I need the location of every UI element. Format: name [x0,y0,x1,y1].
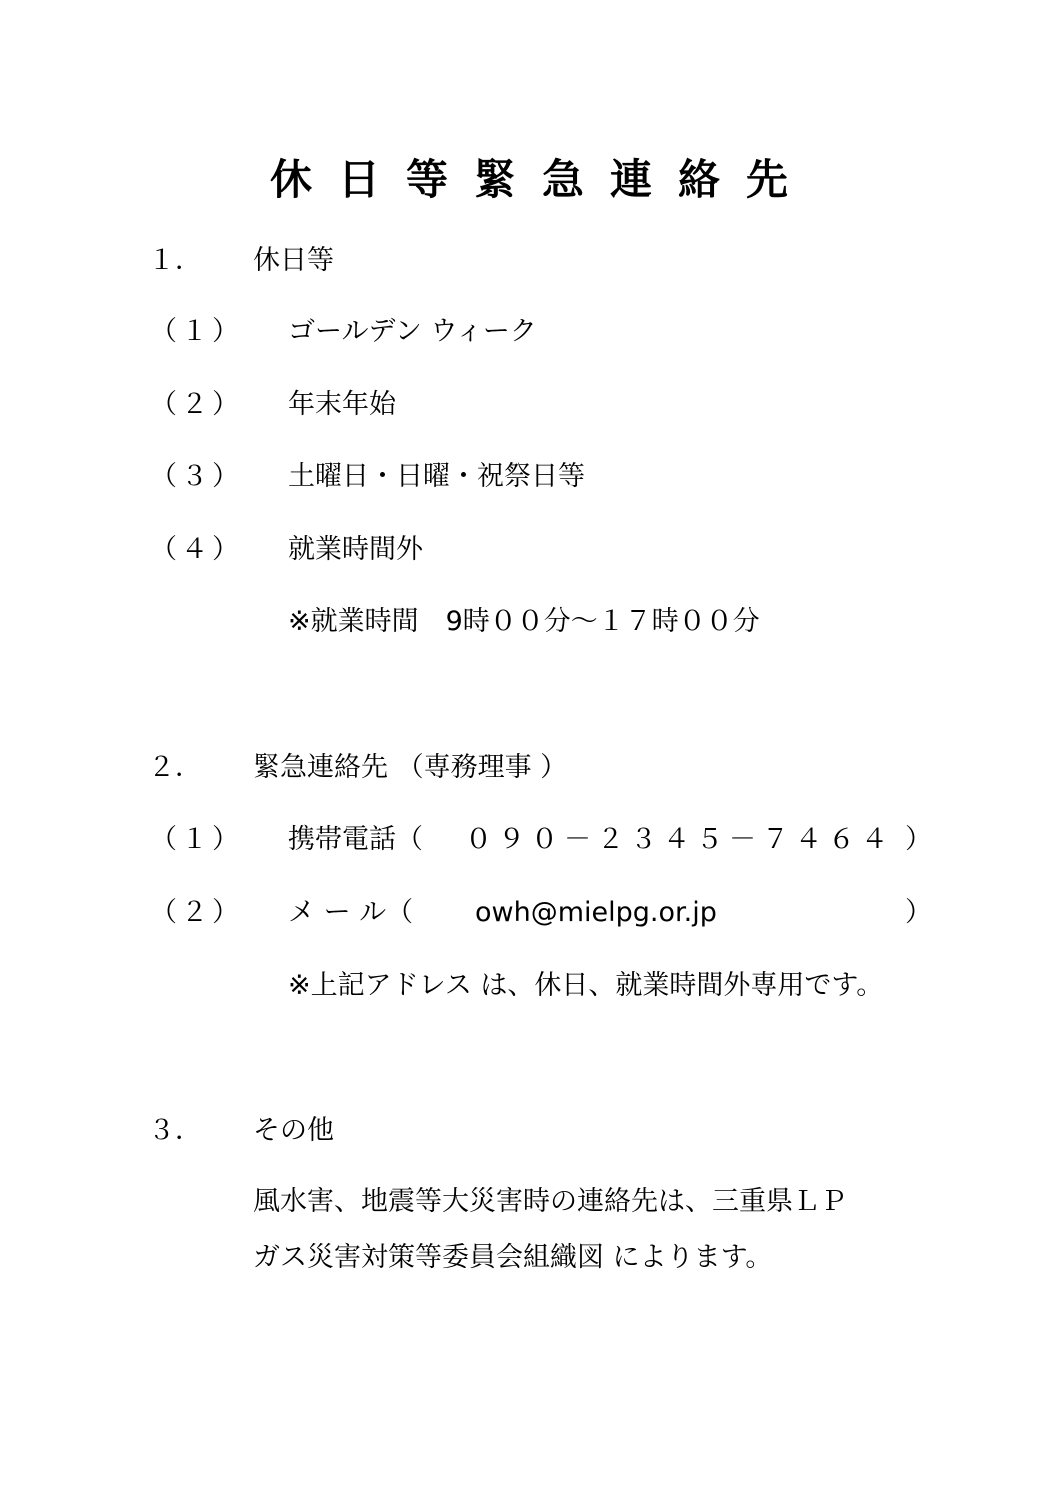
working-hours-note: ※就業時間 9時００分～１７時００分 [288,606,760,637]
item-1-3-text: 土曜日・日曜・祝祭日等 [288,461,585,492]
email-label: メ ー ル（ [288,897,414,928]
item-1-4-marker: （４） [150,534,243,565]
phone-label: 携帯電話（ [288,824,423,855]
item-1-2-marker: （２） [150,389,243,420]
page-title: 休日等緊急連絡先 [269,155,814,204]
other-text-line-1: 風水害、地震等大災害時の連絡先は、三重県ＬＰ [253,1186,847,1217]
section-3-heading: その他 [253,1115,334,1146]
item-1-1-text: ゴールデン ウィーク [288,316,537,347]
phone-marker: （１） [150,824,243,855]
other-text-line-2: ガス災害対策等委員会組織図 によります。 [253,1242,773,1273]
section-2-number: ２． [148,752,202,783]
email-close-paren: ） [905,897,932,928]
item-1-2-text: 年末年始 [288,389,396,420]
section-2-heading: 緊急連絡先 （専務理事 ） [253,752,568,783]
email-address: owh@mielpg.or.jp [475,897,717,928]
item-1-3-marker: （３） [150,461,243,492]
section-3-number: ３． [148,1115,202,1146]
item-1-4-text: 就業時間外 [288,534,423,565]
section-1-number: １． [148,245,202,276]
section-1-heading: 休日等 [253,245,334,276]
address-note: ※上記アドレス は、休日、就業時間外専用です。 [288,970,884,1001]
email-marker: （２） [150,897,243,928]
phone-close-paren: ） [905,824,932,855]
item-1-1-marker: （１） [150,316,243,347]
phone-number: ０９０－２３４５－７４６４ [465,824,894,855]
